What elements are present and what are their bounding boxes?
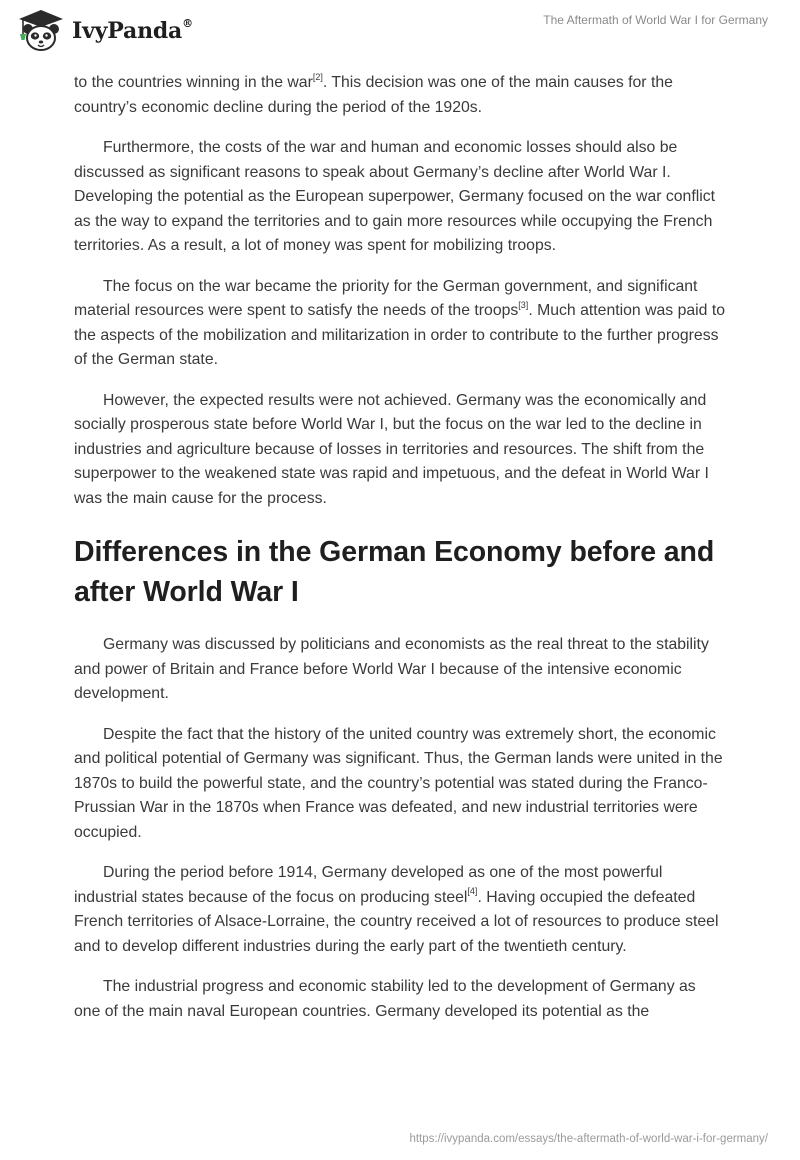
paragraph-5: Germany was discussed by politicians and economists as the real threat to the stability and power of Britain and France before World War I because of the intensive economic development. (74, 636, 709, 702)
ivypanda-logo[interactable] (16, 8, 193, 54)
logo-wordmark: IvyPanda® (72, 16, 193, 44)
citation-3[interactable]: [3] (518, 299, 529, 310)
paragraph-4: However, the expected results were not achieved. Germany was the economically and socially prosperous state before World War I, but the focus on the war led to the decline in industries and agriculture because of losses in territories and resources. The shift from the superpower to the weakened state was rapid and impetuous, and the defeat in World War I was the main cause for the process. (74, 391, 709, 507)
paragraph-3: The focus on the war became the priority for the German government, and significant material resources were spent to satisfy the needs of the troops[3]. Much attention was paid to the aspects of the mobilization and militarization in order to contribute to the further progress of the German state. (74, 277, 726, 368)
citation-4[interactable]: [4] (467, 886, 478, 897)
citation-2[interactable]: [2] (312, 71, 323, 82)
paragraph-2: Furthermore, the costs of the war and human and economic losses should also be discussed as significant reasons to speak about Germany’s decline after World War I. Developing the potential as the European superpower, Germany focused on the war conflict as the way to expand the territories and to gain more resources while occupying the French territories. As a result, a lot of money was spent for mobilizing troops. (74, 139, 716, 254)
panda-mascot-icon (16, 8, 66, 54)
document-title: The Aftermath of World War I for Germany (543, 13, 768, 27)
paragraph-7: During the period before 1914, Germany developed as one of the most powerful industrial states because of the focus on producing steel[4]. Having occupied the defeated French territories of Alsace-Lorraine, the country received a lot of resources to produce steel and to develop different industries during the early part of the twentieth century. (74, 864, 719, 955)
source-url[interactable]: https://ivypanda.com/essays/the-aftermath-of-world-war-i-for-germany/ (409, 1133, 768, 1145)
essay-content (74, 71, 726, 1040)
section-heading: Differences in the German Economy before and after World War I (74, 536, 715, 608)
paragraph-8: The industrial progress and economic stability led to the development of Germany as one of the main naval European countries. Germany developed its potential as the (74, 978, 696, 1020)
paragraph-1: to the countries winning in the war[2]. This decision was one of the main causes for the country’s economic decline during the period of the 1920s. (74, 71, 673, 116)
paragraph-6: Despite the fact that the history of the united country was extremely short, the economic and political potential of Germany was significant. Thus, the German lands were united in the 1870s to build the powerful state, and the country’s potential was stated during the Franco-Prussian War in the 1870s when France was defeated, and new industrial territories were occupied. (74, 725, 723, 841)
page-header (0, 0, 800, 68)
